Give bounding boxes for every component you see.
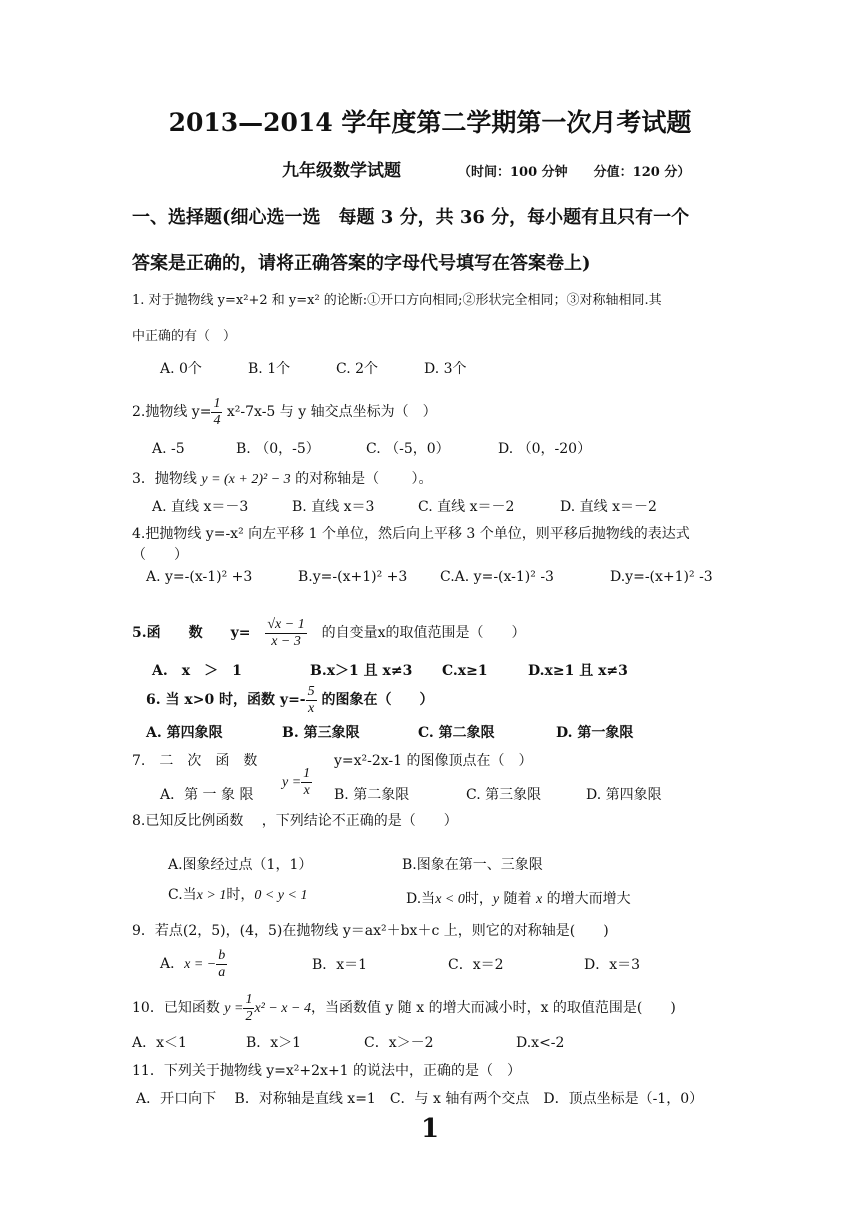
q3-stem [132, 470, 433, 489]
q8-option-d-math: x < 0 [435, 892, 465, 907]
q8-option-d [406, 890, 631, 909]
q10-stem [132, 988, 676, 1029]
q9-option-c: C．x＝2 [448, 957, 504, 973]
q2-stem [132, 392, 437, 432]
q6-option-c: C. 第二象限 [418, 725, 495, 741]
q10-formula-left: y = [224, 1001, 244, 1016]
q9-option-d: D．x＝3 [584, 957, 641, 973]
q7-formula [282, 762, 312, 803]
q6-frac-denominator: x [308, 700, 315, 716]
q2-frac-numerator: 1 [213, 395, 221, 411]
q7-option-a: A．第 一 象 限 [160, 787, 254, 803]
q11-stem: 11．下列关于抛物线 y=x²+2x+1 的说法中，正确的是（ ） [132, 1063, 522, 1079]
q2-option-c: C. （-5，0） [366, 441, 450, 457]
q3-formula: y = (x + 2)² − 3 [201, 472, 291, 487]
q10-option-b: B．x＞1 [246, 1035, 302, 1051]
q10-frac-numerator: 1 [245, 991, 253, 1007]
q3-option-c: C. 直线 x＝－2 [418, 499, 515, 515]
q6-fraction [306, 684, 317, 717]
q4-option-c: C.A. y=-(x-1)² -3 [440, 569, 554, 585]
q9-stem: 9．若点(2，5)，(4，5)在抛物线 y＝ax²＋bx＋c 上，则它的对称轴是( ) [132, 923, 609, 939]
q1-option-d: D. 3个 [424, 361, 467, 377]
q8-option-b: B.图象在第一、三象限 [402, 857, 543, 873]
q5-stem-pre: 5.函 数 y= [132, 625, 251, 641]
q5-option-a: A. x ＞ 1 [152, 663, 242, 679]
q7-formula-left: y = [282, 775, 302, 790]
exam-title: 2013—2014 学年度第二学期第一次月考试题 [168, 108, 692, 137]
q8-option-c-math2: 0 < y < 1 [254, 888, 308, 903]
q4-option-d: D.y=-(x+1)² -3 [610, 569, 713, 585]
q10-option-c: C．x＞－2 [364, 1035, 434, 1051]
q7-option-c: C. 第三象限 [466, 787, 542, 803]
q5-stem [132, 612, 526, 654]
q9-frac-numerator: b [218, 947, 226, 963]
q8-option-c [168, 886, 307, 905]
q6-stem-pre: 6. 当 x>0 时，函数 y=- [146, 692, 306, 708]
q2-stem-pre: 2.抛物线 y= [132, 404, 212, 420]
q9-option-a-left: x = − [184, 957, 217, 972]
q8-option-d-pre: D.当 [406, 891, 436, 907]
q7-stem-pre: 7. 二 次 函 数 [132, 753, 258, 769]
q8-option-d-mid: 时， [464, 891, 493, 907]
q1-stem-cont: 中正确的有（ ） [132, 329, 237, 344]
q7-fraction [301, 766, 312, 799]
q1-option-c: C. 2个 [336, 361, 379, 377]
q4-stem: 4.把抛物线 y=-x² 向左平移 1 个单位，然后向上平移 3 个单位，则平移后抛物线的表达式 [132, 526, 690, 542]
q8-option-d-mid2: 随着 [499, 891, 536, 907]
q10-stem-pre: 10．已知函数 [132, 1000, 225, 1016]
q1-option-b: B. 1个 [248, 361, 291, 377]
q10-frac-denominator: 2 [245, 1008, 253, 1024]
q7-stem-post: y=x²-2x-1 的图像顶点在（ ） [334, 753, 533, 769]
q9-frac-denominator: a [218, 964, 226, 980]
q9-fraction [216, 948, 227, 981]
section-heading-line2: 答案是正确的，请将正确答案的字母代号填写在答案卷上) [132, 253, 591, 274]
q3-option-d: D. 直线 x＝－2 [560, 499, 657, 515]
q5-frac-numerator: √x − 1 [267, 616, 305, 632]
q5-stem-post: 的自变量x的取值范围是（ ） [321, 625, 526, 641]
q2-option-d: D. （0，-20） [498, 441, 592, 457]
q4-option-b: B.y=-(x+1)² +3 [298, 569, 408, 585]
q3-stem-post: 的对称轴是（ ）。 [290, 471, 433, 487]
exam-subtitle: 九年级数学试题 [282, 161, 401, 181]
q9-option-b: B．x＝1 [312, 957, 368, 973]
q8-option-c-math1: x > 1 [196, 888, 227, 903]
q2-option-a: A. -5 [152, 441, 185, 457]
page-number: 1 [420, 1114, 440, 1144]
q5-fraction [265, 617, 306, 650]
q4-stem-cont: （ ） [132, 547, 188, 563]
q6-frac-numerator: 5 [307, 683, 315, 699]
q9-option-a-pre: A． [160, 956, 185, 972]
q8-option-d-x: x [535, 892, 543, 907]
q10-option-a: A．x＜1 [132, 1035, 187, 1051]
q9-option-a [160, 944, 227, 985]
q6-option-b: B. 第三象限 [282, 725, 360, 741]
q1-stem: 1. 对于抛物线 y=x²+2 和 y=x² 的论断:①开口方向相同;②形状完全相同；③对称轴相同.其 [132, 293, 662, 308]
q6-stem [146, 680, 433, 720]
q10-formula-right: x² − x − 4 [254, 1001, 311, 1016]
q3-option-b: B. 直线 x＝3 [292, 499, 375, 515]
q8-option-d-post: 的增大而增大 [542, 891, 631, 907]
q2-option-b: B. （0，-5） [236, 441, 320, 457]
q7-option-b: B. 第二象限 [334, 787, 410, 803]
q8-option-c-mid: 时， [226, 887, 255, 903]
q5-option-d: D.x≥1 且 x≠3 [528, 663, 628, 679]
q2-fraction [211, 396, 222, 429]
q8-option-c-pre: C.当 [168, 887, 197, 903]
q11-options: A．开口向下 B．对称轴是直线 x=1 C．与 x 轴有两个交点 D．顶点坐标是（-1，0） [136, 1091, 704, 1107]
q6-option-d: D. 第一象限 [556, 725, 634, 741]
q2-frac-denominator: 4 [213, 412, 221, 428]
q4-option-a: A. y=-(x-1)² +3 [146, 569, 253, 585]
q8-option-a: A.图象经过点（1，1） [168, 857, 313, 873]
q3-stem-pre: 3．抛物线 [132, 471, 202, 487]
q6-stem-post: 的图象在（ ） [316, 692, 434, 708]
q5-option-c: C.x≥1 [442, 663, 488, 679]
q5-option-b: B.x＞1 且 x≠3 [310, 663, 413, 679]
q5-frac-denominator: x − 3 [271, 633, 301, 649]
q6-option-a: A. 第四象限 [146, 725, 223, 741]
q3-option-a: A. 直线 x＝－3 [152, 499, 249, 515]
q7-frac-denominator: x [303, 782, 310, 798]
q2-stem-post: x²-7x-5 与 y 轴交点坐标为（ ） [222, 404, 437, 420]
q10-option-d: D.x<-2 [516, 1035, 565, 1051]
q8-stem: 8.已知反比例函数 ，下列结论不正确的是（ ） [132, 813, 458, 829]
q7-option-d: D. 第四象限 [586, 787, 662, 803]
section-heading-line1: 一、选择题(细心选一选 每题 3 分，共 36 分，每小题有且只有一个 [132, 207, 690, 228]
q10-stem-post: ，当函数值 y 随 x 的增大而减小时，x 的取值范围是( ) [310, 1000, 676, 1016]
q1-option-a: A. 0个 [160, 361, 202, 377]
exam-info: （时间：100 分钟 分值：120 分） [458, 165, 691, 180]
q8-option-d-y: y [492, 892, 500, 907]
q10-fraction [243, 992, 254, 1025]
q7-frac-numerator: 1 [303, 765, 311, 781]
